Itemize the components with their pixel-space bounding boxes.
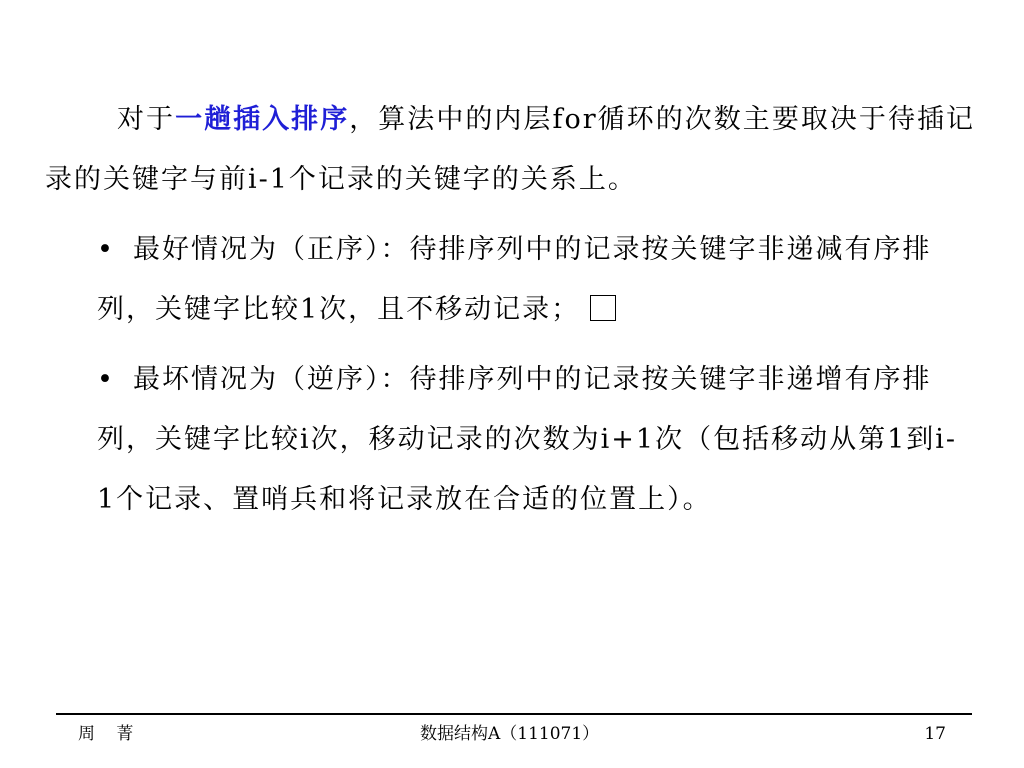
intro-suffix: ，算法中的内层for循环的次数主要取决于待插记录的关键字与前i-1个记录的关键字的关系上。 — [45, 104, 976, 195]
bullet-dot-icon: • — [97, 364, 113, 395]
intro-prefix: 对于 — [117, 104, 176, 135]
bullet-item-worst-case — [45, 350, 975, 530]
footer-divider — [56, 713, 972, 715]
best-case-text-content: 最好情况为（正序）：待排序列中的记录按关键字非递减有序排列，关键字比较1次，且不移动记录； — [97, 234, 932, 325]
worst-case-text: 最坏情况为（逆序）：待排序列中的记录按关键字非递增有序排列，关键字比较i次，移动记录的次数为i+1次（包括移动从第1到i-1个记录、置哨兵和将记录放在合适的位置上）。 — [97, 364, 958, 515]
footer-course: 数据结构A（111071） — [420, 724, 600, 744]
empty-square-icon — [590, 295, 616, 321]
intro-highlight: 一趟插入排序 — [175, 104, 350, 135]
bullet-item-best-case — [45, 220, 975, 340]
footer-page-number: 17 — [924, 724, 946, 744]
footer-author: 周 菁 — [78, 724, 142, 744]
bullet-dot-icon: • — [97, 234, 113, 265]
best-case-text — [97, 220, 975, 340]
slide-content — [45, 90, 975, 540]
intro-paragraph — [45, 90, 975, 210]
